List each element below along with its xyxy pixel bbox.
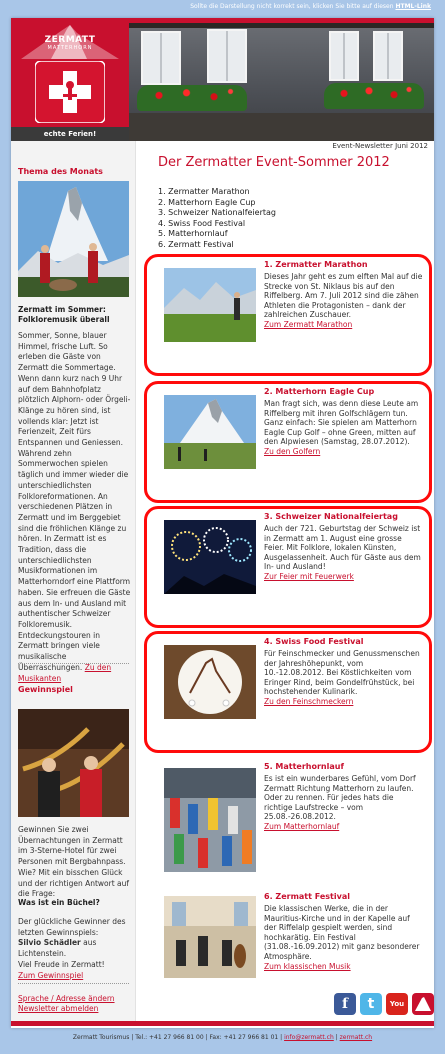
alphorn-players-image <box>18 709 129 817</box>
festival-photo <box>164 896 256 978</box>
top-notice-text: Sollte die Darstellung nicht korrekt sein, klicken Sie bitte auf diesen <box>190 3 394 10</box>
winner-name: Silvio Schädler <box>18 938 81 948</box>
contest-photo <box>18 709 129 817</box>
item-body <box>264 892 424 971</box>
toc-item[interactable]: 3. Schweizer Nationalfeiertag <box>158 208 276 217</box>
food-photo <box>164 645 256 719</box>
item-link[interactable]: Zum Matterhornlauf <box>264 821 340 831</box>
sidebar-divider <box>18 663 129 664</box>
theme-title: Thema des Monats <box>18 167 103 176</box>
edition-label: Event-Newsletter Juni 2012 <box>332 142 428 150</box>
item-body <box>264 260 424 330</box>
item-title[interactable]: 3. Schweizer Nationalfeiertag <box>264 512 398 521</box>
footer-web-link[interactable]: zermatt.ch <box>339 1034 373 1041</box>
item-link[interactable]: Zum Zermatt Marathon <box>264 319 353 329</box>
theme-heading: Zermatt im Sommer: Folkloremusik überall <box>18 305 110 324</box>
golf-photo <box>164 395 256 469</box>
event-item-food-festival <box>144 631 432 753</box>
musicians-link[interactable]: Zu den Musikanten <box>18 662 112 683</box>
golf-matterhorn-image <box>164 395 256 469</box>
winner-intro: Der glückliche Gewinner des letzten Gewinnspiels: <box>18 917 126 937</box>
item-text: Dieses Jahr geht es zum elften Mal auf die Strecke von St. Niklaus bis auf den Riffelberg. Am 7. Juli 2012 sind die zähen Athleten die Protagonisten – dank der zahlreichen Zuschauer. <box>264 272 423 320</box>
footer-email-link[interactable]: info@zermatt.ch <box>284 1034 334 1041</box>
item-text: Die klassischen Werke, die in der Mauritius-Kirche und in der Kapelle auf der Riffelalp gespielt werden, sind hochkarätig. Ein Festival (31.08.-16.09.2012) mit ganz besonderer Atmosphäre. <box>264 904 420 961</box>
church-concert-image <box>164 896 256 978</box>
alphorn-matterhorn-image <box>18 181 129 297</box>
item-text: Für Feinschmecker und Genussmenschen der Jahreshöhepunkt, vom 10.-12.08.2012. Bei Köstlichkeiten vom Eringer Rind, beim Gondelfrühstück, bei hochstehender Kulinarik. <box>264 649 420 697</box>
newsletter-container <box>11 18 434 1028</box>
sidebar-divider <box>18 983 129 984</box>
toc-item[interactable]: 1. Zermatter Marathon <box>158 187 250 196</box>
top-notice-bar <box>0 0 445 16</box>
toc-item[interactable]: 5. Matterhornlauf <box>158 229 228 238</box>
toc-item[interactable]: 4. Swiss Food Festival <box>158 218 246 228</box>
item-text: Man fragt sich, was denn diese Leute am Riffelberg mit ihren Golfschlägern tun. Ganz einfach: Sie spielen am Matterhorn Eagle Cup Golf – ohne Green, mitten auf den Alpwiesen (Samstag, 28.07.2012). <box>264 399 419 447</box>
item-title[interactable]: 1. Zermatter Marathon <box>264 260 368 269</box>
main-content <box>144 141 434 1021</box>
header-banner <box>11 23 434 141</box>
theme-body: Sommer, Sonne, blauer Himmel, frische Luft. So erleben die Gäste von Zermatt die Sommertage. Wenn dann kurz nach 9 Uhr auf dem Bahnhofplatz plötzlich Alphorn- oder Örgeli-Klänge zu hören sind, ist vollends klar: Jetzt ist Ferienzeit, Zeit fürs Entspannen und Geniessen. Während zehn Sommerwochen spielen täglich und immer wieder die unterschiedlichsten Folkloreformationen. An verschiedenen Plätzen in Zermatt und im Berggebiet sind die fröhlichen Klänge zu hören. In Zermatt ist es Tradition, dass die unterschiedlichsten Musikformationen im Matterhorndorf eine Plattform haben. Sie erfreuen die Gäste aus dem In- und Ausland mit authentischer Schweizer Folkloremusik. Entdeckungstouren in Zermatt bringen viele musikalische Überraschungen. <box>18 331 131 672</box>
event-item-eagle-cup <box>144 381 432 503</box>
roof-beam <box>129 23 434 28</box>
table-of-contents <box>158 187 276 250</box>
matterhorn-icon <box>412 993 434 1015</box>
chalet-header-image <box>129 23 434 141</box>
flower-box <box>137 85 247 111</box>
event-item-zermatt-festival <box>144 886 432 1006</box>
event-item-national-day <box>144 506 432 628</box>
chalet-window <box>329 31 359 81</box>
chalet-wall <box>129 113 434 141</box>
alphorn-photo <box>18 181 129 297</box>
item-body <box>264 637 424 707</box>
logo-tagline: echte Ferien! <box>11 127 129 141</box>
item-link[interactable]: Zu den Feinschmeckern <box>264 696 354 706</box>
fireworks-image <box>164 520 256 594</box>
contest-question: Was ist ein Büchel? <box>18 898 100 907</box>
contest-link[interactable]: Zum Gewinnspiel <box>18 970 84 980</box>
marathon-photo <box>164 268 256 342</box>
toc-item[interactable]: 2. Matterhorn Eagle Cup <box>158 197 256 207</box>
item-title[interactable]: 5. Matterhornlauf <box>264 762 344 771</box>
item-text: Auch der 721. Geburtstag der Schweiz ist in Zermatt am 1. August eine grosse Feier. Mit Folklore, lokalen Künsten, Ausgelassenheit. Auch für Gäste aus dem In- und Ausland! <box>264 524 421 572</box>
chalet-window <box>373 31 403 81</box>
item-link[interactable]: Zum klassischen Musik <box>264 961 351 971</box>
theme-text <box>18 331 131 684</box>
winner-block <box>18 917 131 981</box>
winner-outro: Viel Freude in Zermatt! <box>18 959 105 969</box>
item-body <box>264 387 424 457</box>
footer-contact: Zermatt Tourismus | Tel.: +41 27 966 81 00 | Fax: +41 27 966 81 01 | <box>72 1034 283 1041</box>
item-link[interactable]: Zur Feier mit Feuerwerk <box>264 571 354 581</box>
swiss-cross-icon <box>35 61 105 123</box>
chalet-window <box>207 29 247 83</box>
sidebar <box>11 141 136 1021</box>
runners-crowd-image <box>164 768 256 872</box>
item-link[interactable]: Zu den Golfern <box>264 446 321 456</box>
plate-matterhorn-image <box>164 645 256 719</box>
footer-separator: | <box>335 1034 338 1041</box>
winner-place: aus Lichtenstein. <box>18 938 97 959</box>
event-item-matterhornlauf <box>144 754 432 884</box>
zermatt-logo[interactable] <box>11 23 129 141</box>
chalet-window <box>141 31 181 85</box>
html-link[interactable]: HTML-Link <box>395 3 431 10</box>
item-title[interactable]: 4. Swiss Food Festival <box>264 637 364 646</box>
contest-title: Gewinnspiel <box>18 685 73 694</box>
item-title[interactable]: 6. Zermatt Festival <box>264 892 350 901</box>
zermatt-app-icon[interactable] <box>412 993 434 1015</box>
marathon-runner-image <box>164 268 256 342</box>
contest-text: Gewinnen Sie zwei Übernachtungen in Zermatt im 3-Sterne-Hotel für zwei Personen mit Bergbahnpass. Wie? Mit ein bisschen Glück und der richtigen Antwort auf die Frage: <box>18 825 130 899</box>
facebook-icon[interactable]: f <box>334 993 356 1015</box>
youtube-icon[interactable]: You <box>386 993 408 1015</box>
change-language-link[interactable]: Sprache / Adresse ändern <box>18 994 115 1003</box>
logo-wordmark: ZERMATT <box>44 35 96 45</box>
page-title: Der Zermatter Event-Sommer 2012 <box>158 155 390 170</box>
fireworks-photo <box>164 520 256 594</box>
twitter-icon[interactable]: t <box>360 993 382 1015</box>
event-item-marathon <box>144 254 432 376</box>
item-title[interactable]: 2. Matterhorn Eagle Cup <box>264 387 375 396</box>
flower-box <box>324 83 424 109</box>
footer <box>0 1034 445 1041</box>
run-photo <box>164 768 256 872</box>
sidebar-footer-links <box>18 994 115 1014</box>
logo-subline: MATTERHORN <box>47 45 93 51</box>
item-text: Es ist ein wunderbares Gefühl, vom Dorf Zermatt Richtung Matterhorn zu laufen. Oder zu rennen. Für jedes hats die richtige Laufstrecke – vom 25.08.-26.08.2012. <box>264 774 416 822</box>
unsubscribe-link[interactable]: Newsletter abmelden <box>18 1004 99 1013</box>
toc-item[interactable]: 6. Zermatt Festival <box>158 239 234 249</box>
item-body <box>264 762 424 832</box>
item-body <box>264 512 424 582</box>
bottom-red-stripe <box>11 1021 434 1026</box>
